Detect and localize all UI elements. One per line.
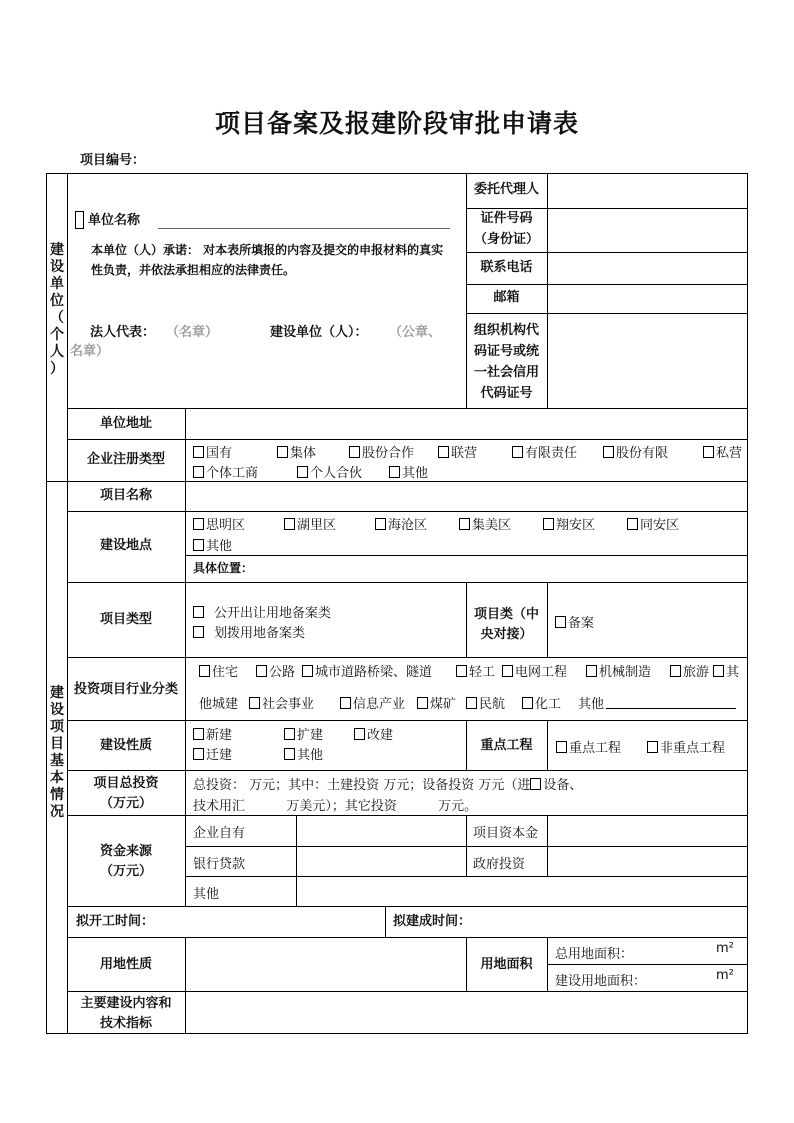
industry-tourism[interactable]: 旅游 bbox=[670, 661, 709, 680]
land-nature-input[interactable] bbox=[186, 938, 466, 991]
promise-text-line2: 性负责，并依法承担相应的法律责任。 bbox=[91, 263, 296, 277]
builder-label: 建设单位（人）： bbox=[270, 325, 368, 340]
checkbox-icon bbox=[193, 626, 204, 638]
reg-type-collective[interactable]: 集体 bbox=[277, 442, 316, 461]
checkbox-icon bbox=[193, 748, 204, 760]
nature-rebuild[interactable]: 改建 bbox=[354, 724, 393, 743]
checkbox-icon bbox=[249, 697, 260, 709]
checkbox-icon bbox=[647, 741, 658, 753]
industry-other-label: 其他 bbox=[578, 697, 605, 712]
checkbox-icon bbox=[284, 728, 295, 740]
industry-grid[interactable]: 电网工程 bbox=[502, 661, 567, 680]
checkbox-icon bbox=[193, 518, 204, 530]
fund-self-input[interactable] bbox=[297, 816, 465, 846]
district-xiangan[interactable]: 翔安区 bbox=[543, 514, 595, 533]
checkbox-icon bbox=[389, 466, 400, 478]
fund-gov-label: 政府投资 bbox=[473, 857, 526, 872]
project-name-label: 项目名称 bbox=[99, 488, 152, 503]
nature-expand[interactable]: 扩建 bbox=[284, 724, 323, 743]
nature-label: 建设性质 bbox=[99, 738, 152, 753]
total-land-unit: m² bbox=[716, 941, 734, 956]
total-land-area-label[interactable]: 总用地面积： bbox=[555, 947, 634, 962]
checkbox-icon bbox=[586, 665, 597, 677]
industry-other-city[interactable]: 其 bbox=[713, 661, 739, 680]
build-land-area-label[interactable]: 建设用地面积： bbox=[555, 974, 647, 989]
email-label: 邮箱 bbox=[493, 290, 520, 305]
checkbox-icon bbox=[193, 539, 204, 551]
checkbox-icon bbox=[456, 665, 467, 677]
project-section-label: 建 设 项 目 基 本 情 况 bbox=[50, 685, 64, 820]
checkbox-icon bbox=[627, 518, 638, 530]
phone-label: 联系电话 bbox=[480, 260, 533, 275]
industry-other-city-cont: 他城建 bbox=[199, 697, 239, 712]
checkbox-icon bbox=[193, 728, 204, 740]
central-docking-filing[interactable]: 备案 bbox=[555, 612, 594, 631]
reg-type-label: 企业注册类型 bbox=[86, 452, 165, 467]
reg-type-joint-venture[interactable]: 联营 bbox=[438, 442, 477, 461]
location-label: 建设地点 bbox=[99, 538, 152, 553]
checkbox-icon bbox=[417, 697, 428, 709]
checkbox-icon bbox=[530, 778, 541, 790]
industry-other-input[interactable] bbox=[606, 708, 736, 709]
applicant-section-label: 建 设 单 位 （ 个 人 ） bbox=[50, 242, 64, 377]
district-jimei[interactable]: 集美区 bbox=[459, 514, 511, 533]
checkbox-icon bbox=[340, 697, 351, 709]
checkbox-icon bbox=[354, 728, 365, 740]
industry-coal[interactable]: 煤矿 bbox=[417, 693, 456, 712]
checkbox-icon bbox=[438, 446, 449, 458]
district-other[interactable]: 其他 bbox=[193, 535, 232, 554]
unit-name-label: 单位名称 bbox=[88, 213, 141, 228]
reg-type-other[interactable]: 其他 bbox=[389, 462, 428, 481]
fund-other-input[interactable] bbox=[297, 877, 747, 906]
fund-bank-input[interactable] bbox=[297, 847, 465, 876]
district-tongan[interactable]: 同安区 bbox=[627, 514, 679, 533]
investment-line2[interactable]: 技术用汇 万美元）；其它投资 万元。 bbox=[193, 799, 478, 814]
project-name-input[interactable] bbox=[186, 482, 747, 511]
builder-seal-2: 名章） bbox=[70, 344, 110, 359]
checkbox-icon bbox=[199, 665, 210, 677]
checkbox-icon bbox=[256, 665, 267, 677]
industry-residential[interactable]: 住宅 bbox=[199, 661, 238, 680]
checkbox-icon bbox=[512, 446, 523, 458]
nature-new[interactable]: 新建 bbox=[193, 724, 232, 743]
checkbox-icon bbox=[713, 665, 724, 677]
district-haicang[interactable]: 海沧区 bbox=[375, 514, 427, 533]
nature-other[interactable]: 其他 bbox=[284, 744, 323, 763]
reg-type-state-owned[interactable]: 国有 bbox=[193, 442, 232, 461]
reg-type-private[interactable]: 私营 bbox=[703, 442, 742, 461]
checkbox-icon bbox=[670, 665, 681, 677]
checkbox-icon bbox=[193, 466, 204, 478]
checkbox-icon bbox=[603, 446, 614, 458]
checkbox-icon bbox=[555, 616, 566, 628]
main-content-input[interactable] bbox=[186, 992, 747, 1033]
build-land-unit: m² bbox=[716, 968, 734, 983]
checkbox-icon bbox=[522, 697, 533, 709]
land-area-label: 用地面积 bbox=[480, 957, 533, 972]
industry-highway[interactable]: 公路 bbox=[256, 661, 295, 680]
project-type-label: 项目类型 bbox=[99, 612, 152, 627]
phone-input[interactable] bbox=[548, 253, 747, 284]
checkbox-icon bbox=[277, 446, 288, 458]
district-siming[interactable]: 思明区 bbox=[193, 514, 245, 533]
project-type-allocation[interactable]: 划拨用地备案类 bbox=[193, 622, 305, 641]
specific-location-label[interactable]: 具体位置： bbox=[193, 561, 254, 575]
industry-aviation[interactable]: 民航 bbox=[466, 693, 505, 712]
checkbox-icon bbox=[193, 606, 204, 618]
finish-time-field[interactable]: 拟建成时间： bbox=[393, 914, 472, 929]
legal-rep-label: 法人代表： bbox=[90, 325, 156, 340]
industry-chemical[interactable]: 化工 bbox=[522, 693, 561, 712]
fund-self-label: 企业自有 bbox=[193, 826, 246, 841]
key-project-label: 重点工程 bbox=[480, 738, 533, 753]
checkbox-icon bbox=[543, 518, 554, 530]
legal-rep-seal: （名章） bbox=[166, 325, 219, 340]
promise-text-line1: 本单位（人）承诺： 对本表所填报的内容及提交的申报材料的真实 bbox=[91, 243, 444, 257]
id-number-input[interactable] bbox=[548, 209, 747, 252]
industry-light[interactable]: 轻工 bbox=[456, 661, 495, 680]
fund-bank-label: 银行贷款 bbox=[193, 857, 246, 872]
id-number-label: 证件号码 bbox=[480, 211, 533, 226]
checkbox-icon bbox=[302, 665, 313, 677]
land-nature-label: 用地性质 bbox=[99, 957, 152, 972]
district-huli[interactable]: 湖里区 bbox=[284, 514, 336, 533]
org-code-label: 组织机构代 码证号或统 一社会信用 代码证号 bbox=[473, 323, 539, 401]
checkbox-icon bbox=[502, 665, 513, 677]
industry-social[interactable]: 社会事业 bbox=[249, 693, 314, 712]
builder-seal: （公章、 bbox=[389, 325, 442, 340]
address-label: 单位地址 bbox=[99, 416, 152, 431]
fund-capital-label: 项目资本金 bbox=[473, 826, 539, 841]
investment-line1[interactable]: 总投资： 万元；其中：土建投资 万元；设备投资 万元（进 设备、 bbox=[193, 778, 583, 793]
fund-gov-input[interactable] bbox=[548, 847, 747, 876]
start-time-field[interactable]: 拟开工时间： bbox=[76, 914, 155, 929]
checkbox-icon bbox=[284, 748, 295, 760]
central-docking-label: 项目类（中 央对接） bbox=[473, 607, 539, 642]
checkbox-icon bbox=[375, 518, 386, 530]
address-input[interactable] bbox=[186, 409, 747, 439]
key-project-no[interactable]: 非重点工程 bbox=[647, 737, 725, 756]
main-content-label: 主要建设内容和 技术指标 bbox=[80, 996, 172, 1031]
key-project-yes[interactable]: 重点工程 bbox=[556, 737, 621, 756]
checkbox-icon bbox=[349, 446, 360, 458]
industry-machinery[interactable]: 机械制造 bbox=[586, 661, 651, 680]
industry-urban-road[interactable]: 城市道路桥梁、隧道 bbox=[302, 661, 432, 680]
checkbox-icon bbox=[297, 466, 308, 478]
investment-label: 项目总投资 （万元） bbox=[93, 776, 159, 811]
reg-type-partnership[interactable]: 个人合伙 bbox=[297, 462, 362, 481]
reg-type-individual[interactable]: 个体工商 bbox=[193, 462, 258, 481]
fund-capital-input[interactable] bbox=[548, 816, 747, 846]
agent-label: 委托代理人 bbox=[473, 182, 539, 197]
checkbox-icon bbox=[466, 697, 477, 709]
unit-name-checkbox[interactable] bbox=[75, 211, 84, 229]
industry-label: 投资项目行业分类 bbox=[73, 682, 178, 697]
project-type-public-transfer[interactable]: 公开出让用地备案类 bbox=[193, 602, 331, 621]
checkbox-icon bbox=[193, 446, 204, 458]
funds-label: 资金来源 （万元） bbox=[99, 844, 152, 879]
industry-it[interactable]: 信息产业 bbox=[340, 693, 405, 712]
checkbox-icon bbox=[703, 446, 714, 458]
org-code-input[interactable] bbox=[548, 314, 747, 408]
checkbox-icon bbox=[284, 518, 295, 530]
reg-type-joint-stock-coop[interactable]: 股份合作 bbox=[349, 442, 414, 461]
unit-name-input[interactable] bbox=[158, 228, 450, 229]
checkbox-icon bbox=[556, 741, 567, 753]
email-input[interactable] bbox=[548, 285, 747, 313]
project-number-label: 项目编号： bbox=[80, 153, 146, 168]
agent-input[interactable] bbox=[548, 174, 747, 208]
id-number-label-2: （身份证） bbox=[473, 232, 539, 247]
checkbox-icon bbox=[459, 518, 470, 530]
reg-type-joint-stock[interactable]: 股份有限 bbox=[603, 442, 668, 461]
form-title: 项目备案及报建阶段审批申请表 bbox=[214, 109, 579, 138]
nature-relocate[interactable]: 迁建 bbox=[193, 744, 232, 763]
fund-other-label: 其他 bbox=[193, 887, 220, 902]
reg-type-limited-liability[interactable]: 有限责任 bbox=[512, 442, 577, 461]
